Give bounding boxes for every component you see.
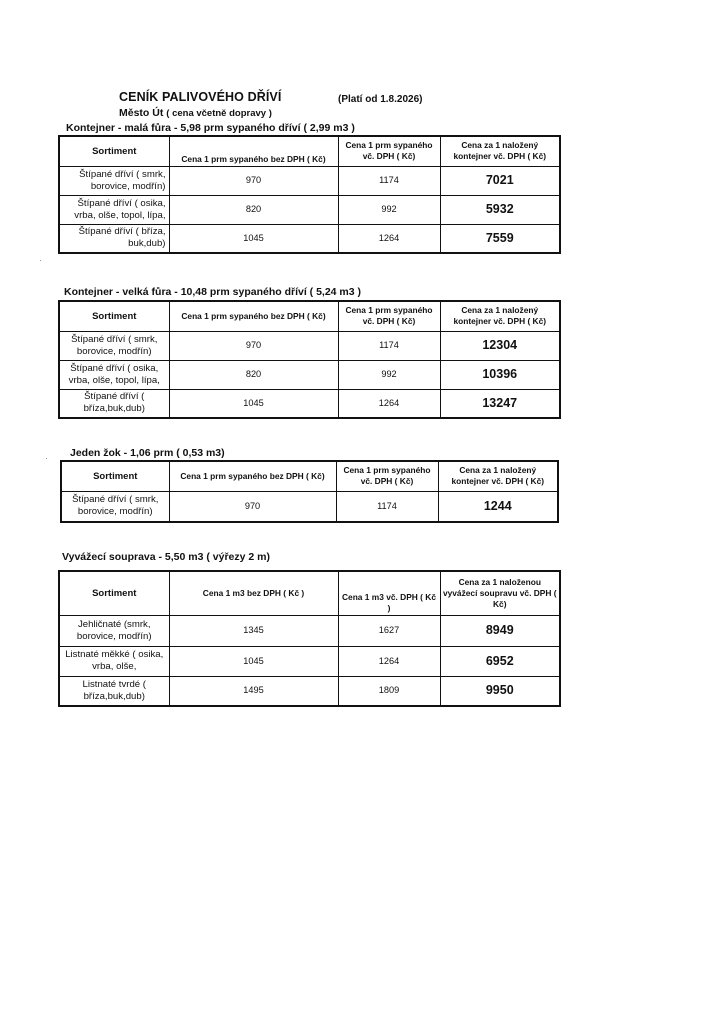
- table-row: [59, 224, 560, 253]
- column-header: Cena za 1 naložený kontejner vč. DPH ( Kč): [440, 136, 560, 166]
- total-price: 7021: [440, 166, 560, 195]
- price-with-vat: 992: [338, 195, 440, 224]
- column-header: Sortiment: [61, 461, 169, 491]
- price-with-vat: 1627: [338, 615, 440, 646]
- sortiment-cell: Štípané dříví ( osika, vrba, olše, topol, lípa,: [59, 360, 169, 389]
- price-with-vat: 1264: [338, 224, 440, 253]
- price-with-vat: 1174: [338, 166, 440, 195]
- sortiment-cell: Štípané dříví ( bříza,buk,dub): [59, 389, 169, 418]
- table-row: [59, 389, 560, 418]
- price-without-vat: 1345: [169, 615, 338, 646]
- total-price: 7559: [440, 224, 560, 253]
- column-header: Cena 1 prm sypaného bez DPH ( Kč): [169, 301, 338, 331]
- table-row: [59, 646, 560, 676]
- table-row: [59, 360, 560, 389]
- sortiment-cell: Štípané dříví ( smrk, borovice, modřín): [59, 166, 169, 195]
- price-without-vat: 1045: [169, 224, 338, 253]
- sortiment-cell: Listnaté tvrdé ( bříza,buk,dub): [59, 676, 169, 706]
- price-without-vat: 970: [169, 331, 338, 360]
- total-price: 13247: [440, 389, 560, 418]
- table-row: [59, 331, 560, 360]
- price-without-vat: 1045: [169, 389, 338, 418]
- table-header-row: [59, 301, 560, 331]
- section-heading-forwarder: Vyvážecí souprava - 5,50 m3 ( výřezy 2 m): [62, 551, 270, 563]
- sortiment-cell: Jehličnaté (smrk, borovice, modřín): [59, 615, 169, 646]
- column-header: Cena 1 m3 bez DPH ( Kč ): [169, 571, 338, 615]
- city-label: Město Út: [119, 107, 164, 119]
- validity-date: (Platí od 1.8.2026): [338, 94, 423, 105]
- table-header-row: [61, 461, 558, 491]
- total-price: 9950: [440, 676, 560, 706]
- sortiment-cell: Štípané dříví ( smrk, borovice, modřín): [61, 491, 169, 522]
- price-with-vat: 1174: [338, 331, 440, 360]
- price-with-vat: 1174: [336, 491, 438, 522]
- column-header: Cena za 1 naloženou vyvážecí soupravu vč. DPH ( Kč): [440, 571, 560, 615]
- price-with-vat: 1264: [338, 646, 440, 676]
- price-without-vat: 1045: [169, 646, 338, 676]
- column-header: Cena 1 prm sypaného vč. DPH ( Kč): [338, 136, 440, 166]
- price-with-vat: 1809: [338, 676, 440, 706]
- table-row: [61, 491, 558, 522]
- page-title: CENÍK PALIVOVÉHO DŘÍVÍ: [119, 90, 282, 104]
- price-table-small-container: [58, 135, 561, 254]
- total-price: 6952: [440, 646, 560, 676]
- scan-speck: [46, 458, 47, 459]
- total-price: 12304: [440, 331, 560, 360]
- column-header: Sortiment: [59, 301, 169, 331]
- column-header: Cena 1 prm sypaného bez DPH ( Kč): [169, 136, 338, 166]
- column-header: Cena 1 prm sypaného bez DPH ( Kč): [169, 461, 336, 491]
- price-table-large-container: [58, 300, 561, 419]
- sortiment-cell: Štípané dříví ( bříza, buk,dub): [59, 224, 169, 253]
- total-price: 5932: [440, 195, 560, 224]
- sortiment-cell: Štípané dříví ( smrk, borovice, modřín): [59, 331, 169, 360]
- total-price: 8949: [440, 615, 560, 646]
- column-header: Cena za 1 naložený kontejner vč. DPH ( Kč): [440, 301, 560, 331]
- sortiment-cell: Listnaté měkké ( osika, vrba, olše,: [59, 646, 169, 676]
- section-heading-large-container: Kontejner - velká fůra - 10,48 prm sypaného dříví ( 5,24 m3 ): [64, 286, 362, 298]
- table-header-row: [59, 136, 560, 166]
- price-without-vat: 820: [169, 360, 338, 389]
- price-without-vat: 970: [169, 491, 336, 522]
- price-without-vat: 820: [169, 195, 338, 224]
- table-row: [59, 166, 560, 195]
- section-heading-small-container: Kontejner - malá fůra - 5,98 prm sypaného dříví ( 2,99 m3 ): [66, 122, 355, 134]
- total-price: 1244: [438, 491, 558, 522]
- sortiment-cell: Štípané dříví ( osika, vrba, olše, topol, lípa,: [59, 195, 169, 224]
- table-row: [59, 195, 560, 224]
- column-header: Cena 1 prm sypaného vč. DPH ( Kč): [338, 301, 440, 331]
- price-with-vat: 1264: [338, 389, 440, 418]
- total-price: 10396: [440, 360, 560, 389]
- section-heading-bale: Jeden žok - 1,06 prm ( 0,53 m3): [70, 447, 225, 459]
- column-header: Cena 1 m3 vč. DPH ( Kč ): [338, 571, 440, 615]
- column-header: Cena za 1 naložený kontejner vč. DPH ( Kč): [438, 461, 558, 491]
- scan-speck: [40, 260, 41, 261]
- column-header: Cena 1 prm sypaného vč. DPH ( Kč): [336, 461, 438, 491]
- price-without-vat: 1495: [169, 676, 338, 706]
- price-table-forwarder: [58, 570, 561, 707]
- column-header: Sortiment: [59, 571, 169, 615]
- price-with-vat: 992: [338, 360, 440, 389]
- column-header: Sortiment: [59, 136, 169, 166]
- table-header-row: [59, 571, 560, 615]
- price-table-bale: [60, 460, 559, 523]
- city-name: [119, 107, 272, 119]
- table-row: [59, 676, 560, 706]
- city-note: ( cena včetně dopravy ): [166, 108, 272, 119]
- price-without-vat: 970: [169, 166, 338, 195]
- table-row: [59, 615, 560, 646]
